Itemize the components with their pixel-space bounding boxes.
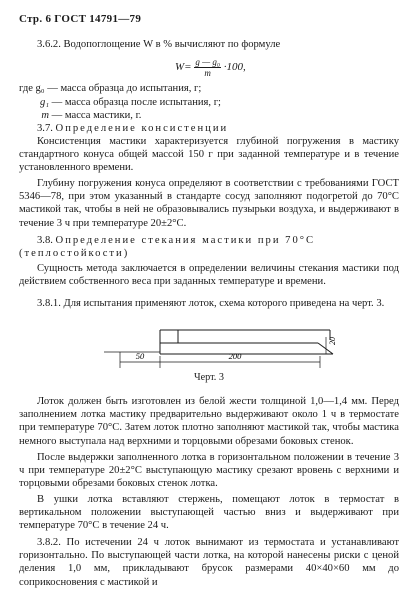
page-header: Стр. 6 ГОСТ 14791—79 xyxy=(19,13,142,25)
section-title: Определение стекания мастики при 70°С (теплостойкости) xyxy=(19,235,316,260)
paragraph-consistency: Консистенция мастики характеризуется глубиной погружения в мастику стандартного конуса общей массой 150 г при заданной температуре и в течение установленного времени. xyxy=(19,136,399,174)
definition-text: — масса мастики, г. xyxy=(51,110,142,121)
section-3-6-2: 3.6.2. Водопоглощение W в % вычисляют по формуле xyxy=(37,39,281,50)
paragraph-method-essence: Сущность метода заключается в определении величины стекания мастики под действием собственного веса при заданных температуре и времени. xyxy=(19,263,399,288)
paragraph-cone-depth: Глубину погружения конуса определяют в соответствии с требованиями ГОСТ 5346—78, при этом указанный в стандарте сосуд заполняют подогретой до 70°С мастикой так, чтобы в ней не образовывались пузырьки воздуха, и выдерживают в течение 3 ч при температуре 20±2°С. xyxy=(19,178,399,229)
paragraph-3-8-1: 3.8.1. Для испытания применяют лоток, схема которого приведена на черт. 3. xyxy=(37,298,385,309)
formula-tail: ·100, xyxy=(223,61,246,74)
section-number: 3.8. xyxy=(37,235,53,246)
figure-caption: Черт. 3 xyxy=(194,372,224,383)
section-number: 3.7. xyxy=(37,123,53,134)
formula-lhs: W= xyxy=(175,61,192,74)
dim3-label: 20 xyxy=(328,337,337,345)
paragraph-3-8-2: 3.8.2. По истечении 24 ч лоток вынимают из термостата и устанавливают горизонтально. По выступающей части лотка, на которой нанесены риски с ценой деления 1,0 мм, прикладывают брусок размерами 40×40×60 мм до соприкосновения с мастикой и xyxy=(19,537,399,588)
definition-symbol: m xyxy=(41,110,49,121)
definition-text: — масса образца после испытания, г; xyxy=(51,97,221,108)
definition-symbol: g₁ xyxy=(40,97,49,108)
formula-denominator: m xyxy=(204,68,211,78)
paragraph-thermostat: В ушки лотка вставляют стержень, помещают лоток в термостат в вертикальном положении выступающей частью вниз и выдерживают при температуре 70°С в течение 24 ч. xyxy=(19,494,399,532)
definition-symbol: где g₀ xyxy=(19,83,45,94)
paragraph-after-holding: После выдержки заполненного лотка в горизонтальном положении в течение 3 ч при температуре 20±2°С выступающую мастику срезают вровень с верхними и торцовыми обрезами боковых стенок лотка. xyxy=(19,452,399,490)
formula-numerator: g — g₀ xyxy=(195,57,220,67)
section-title: Определение консистенции xyxy=(55,123,229,134)
dim2-label: 200 xyxy=(228,351,242,361)
dim1-label: 50 xyxy=(135,351,145,361)
definition-text: — масса образца до испытания, г; xyxy=(47,83,202,94)
paragraph-tray-material: Лоток должен быть изготовлен из белой жести толщиной 1,0—1,4 мм. Перед заполнением лотка мастику предварительно выдерживают около 1 ч в термостате при температуре 70°С. Затем лоток плотно заполняют мастикой так, чтобы мастика немного выступала над верхними и торцовыми обрезами боковых стенок. xyxy=(19,396,399,447)
